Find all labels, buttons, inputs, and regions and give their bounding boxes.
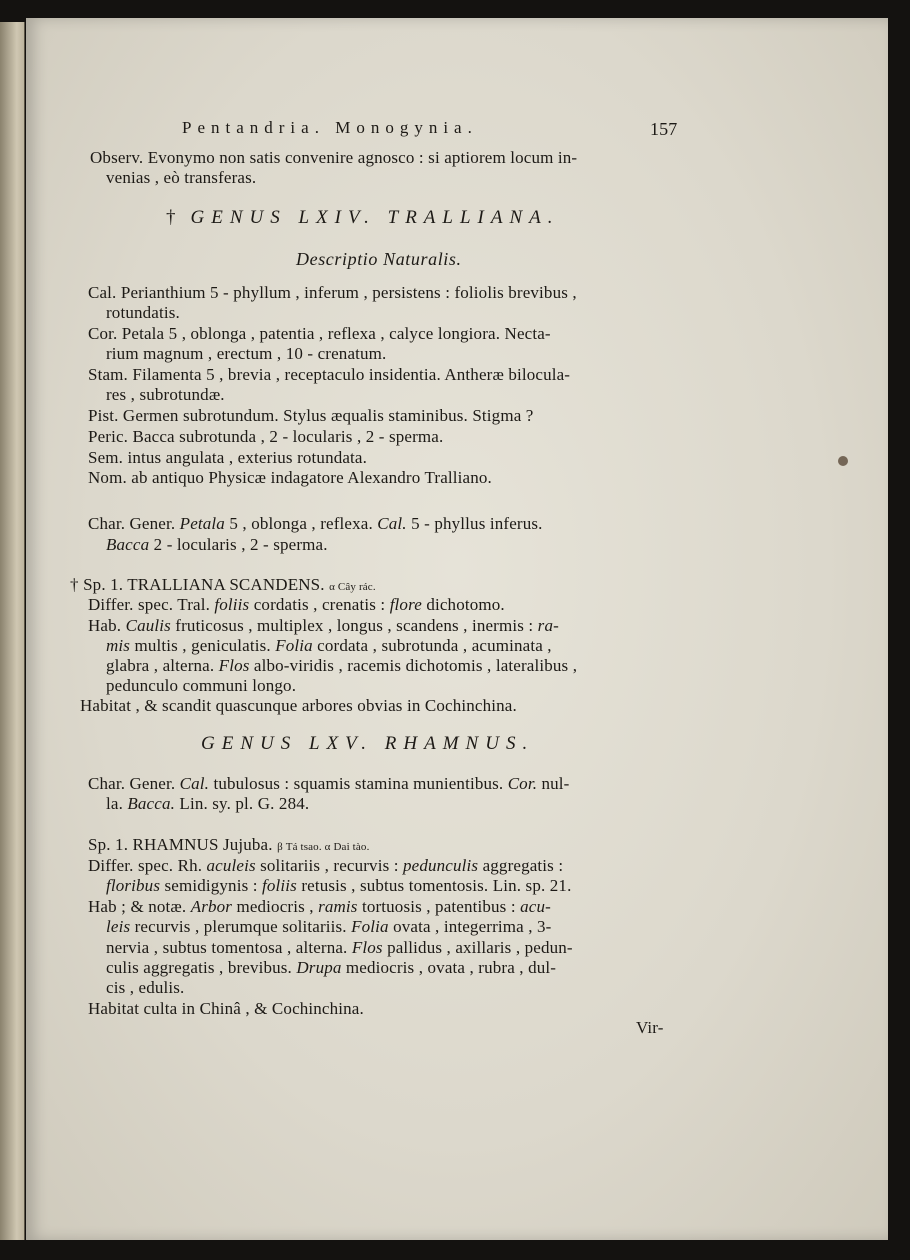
species-vernacular-65: β Tá tsao. α Dai tào.: [277, 841, 370, 853]
char-line2-tail: 2 - locularis , 2 - sperma.: [153, 535, 328, 554]
char-tail: 5 - phyllus inferus.: [411, 514, 543, 533]
text-span: dichotomo.: [421, 595, 505, 614]
ink-spot: [838, 456, 848, 466]
text-span: Habitat culta in Chinâ , & Cochinchina.: [88, 999, 364, 1018]
text-span: aggregatis :: [478, 856, 564, 875]
text-line: [106, 917, 552, 937]
description-line: Cal. Perianthium 5 - phyllum , inferum , persistens : foliolis brevibus ,: [88, 283, 577, 302]
text-span: cordatis , crenatis :: [249, 595, 390, 614]
text-span: Hab.: [88, 616, 126, 635]
text-span: glabra , alterna.: [106, 656, 219, 675]
text-span: semidigynis :: [160, 876, 263, 895]
text-span: foliis: [262, 876, 297, 895]
text-span: mis: [106, 636, 131, 655]
description-line: Peric. Bacca subrotunda , 2 - locularis , 2 - sperma.: [88, 427, 444, 446]
text-span: recurvis , plerumque solitariis.: [130, 917, 352, 936]
char-cal: Cal.: [377, 514, 407, 533]
description-line: Nom. ab antiquo Physicæ indagatore Alexandro Tralliano.: [88, 468, 492, 487]
genus-subtitle: Descriptio Naturalis.: [296, 249, 462, 269]
text-span: acu-: [520, 897, 551, 916]
text-span: pedunculo communi longo.: [106, 676, 297, 695]
text-span: multis , geniculatis.: [130, 636, 276, 655]
text-line: [88, 856, 563, 876]
char-bacca: Bacca: [106, 535, 150, 554]
text-span: Cor.: [507, 774, 538, 793]
dagger-mark: †: [166, 207, 183, 228]
text-span: mediocris ,: [232, 897, 319, 916]
text-span: ramis: [318, 897, 358, 916]
text-span: nul-: [537, 774, 570, 793]
text-span: flore: [389, 595, 422, 614]
species-name-65: Sp. 1. RHAMNUS Jujuba.: [88, 835, 273, 854]
genus-title: GENUS LXIV. TRALLIANA.: [190, 207, 560, 228]
description-line: Pist. Germen subrotundum. Stylus æqualis staminibus. Stigma ?: [88, 406, 534, 425]
text-span: leis: [106, 917, 131, 936]
text-span: Lin. sy. pl. G. 284.: [175, 794, 310, 813]
description-line: Sem. intus angulata , exterius rotundata.: [88, 448, 368, 467]
text-span: Folia: [351, 917, 389, 936]
text-line: [88, 774, 570, 794]
text-span: Flos: [351, 938, 383, 957]
text-span: solitariis , recurvis :: [255, 856, 404, 875]
description-line: Cor. Petala 5 , oblonga , patentia , reflexa , calyce longiora. Necta-: [88, 324, 551, 343]
text-span: Differ. spec. Rh.: [88, 856, 207, 875]
text-line: [106, 636, 552, 656]
genus-heading-65: GENUS LXV. RHAMNUS.: [201, 733, 535, 754]
facing-page-edge: [0, 22, 25, 1240]
catchword: Vir-: [636, 1018, 664, 1037]
text-line: [106, 876, 571, 896]
char-mid: 5 , oblonga , reflexa.: [229, 514, 373, 533]
text-span: albo-viridis , racemis dichotomis , lateralibus ,: [249, 656, 578, 675]
text-span: Cal.: [179, 774, 210, 793]
text-line: [88, 595, 505, 615]
genus-heading: [166, 207, 560, 229]
description-line: Stam. Filamenta 5 , brevia , receptaculo insidentia. Antheræ bilocula-: [88, 365, 571, 384]
text-span: culis aggregatis , brevibus.: [106, 958, 297, 977]
text-line: [88, 999, 364, 1019]
text-line: [88, 897, 551, 917]
char-gener-line-1: [88, 514, 543, 534]
text-span: ovata , integerrima , 3-: [388, 917, 552, 936]
text-span: Habitat , & scandit quascunque arbores obvias in Cochinchina.: [80, 696, 517, 715]
text-span: pallidus , axillaris , pedun-: [382, 938, 573, 957]
char-gener-line-2: [106, 535, 328, 555]
text-span: Flos: [218, 656, 250, 675]
text-span: retusis , subtus tomentosis. Lin. sp. 21.: [296, 876, 572, 895]
text-line: [106, 938, 573, 958]
text-span: Differ. spec. Tral.: [88, 595, 215, 614]
text-span: pedunculis: [403, 856, 479, 875]
text-span: tortuosis , patentibus :: [357, 897, 521, 916]
text-span: Folia: [275, 636, 313, 655]
text-span: ra-: [537, 616, 559, 635]
text-span: nervia , subtus tomentosa , alterna.: [106, 938, 352, 957]
text-line: [80, 696, 517, 716]
text-span: Drupa: [296, 958, 342, 977]
text-line: [106, 958, 556, 978]
text-span: Char. Gener.: [88, 774, 180, 793]
page-number: 157: [650, 119, 678, 139]
text-span: floribus: [106, 876, 161, 895]
running-title: Pentandria. Monogynia.: [182, 118, 478, 137]
text-span: Bacca.: [127, 794, 176, 813]
description-line: res , subrotundæ.: [106, 385, 225, 404]
text-span: Caulis: [125, 616, 171, 635]
observation-line-2: venias , eò transferas.: [106, 168, 257, 187]
observation-line-1: Observ. Evonymo non satis convenire agnosco : si aptiorem locum in-: [90, 148, 578, 167]
text-span: mediocris , ovata , rubra , dul-: [341, 958, 557, 977]
text-span: foliis: [214, 595, 250, 614]
text-span: la.: [106, 794, 128, 813]
text-span: tubulosus : squamis stamina munientibus.: [209, 774, 508, 793]
text-line: [106, 794, 309, 814]
text-line: [88, 616, 559, 636]
species-vernacular: α Cây rác.: [329, 581, 376, 593]
species-dagger: †: [70, 575, 79, 594]
text-span: cis , edulis.: [106, 978, 185, 997]
text-line: [106, 978, 184, 998]
text-span: aculeis: [206, 856, 256, 875]
species-name: Sp. 1. TRALLIANA SCANDENS.: [83, 575, 325, 594]
species-heading-65: [88, 835, 369, 857]
char-prefix: Char. Gener.: [88, 514, 176, 533]
book-page: [26, 18, 888, 1240]
text-line: [106, 656, 577, 676]
species-heading: [70, 575, 376, 597]
text-line: [106, 676, 296, 696]
text-span: fruticosus , multiplex , longus , scandens , inermis :: [170, 616, 538, 635]
text-span: cordata , subrotunda , acuminata ,: [312, 636, 552, 655]
char-petala: Petala: [179, 514, 225, 533]
description-line: rotundatis.: [106, 303, 180, 322]
text-span: Hab ; & notæ.: [88, 897, 191, 916]
text-span: Arbor: [190, 897, 233, 916]
description-line: rium magnum , erectum , 10 - crenatum.: [106, 344, 387, 363]
